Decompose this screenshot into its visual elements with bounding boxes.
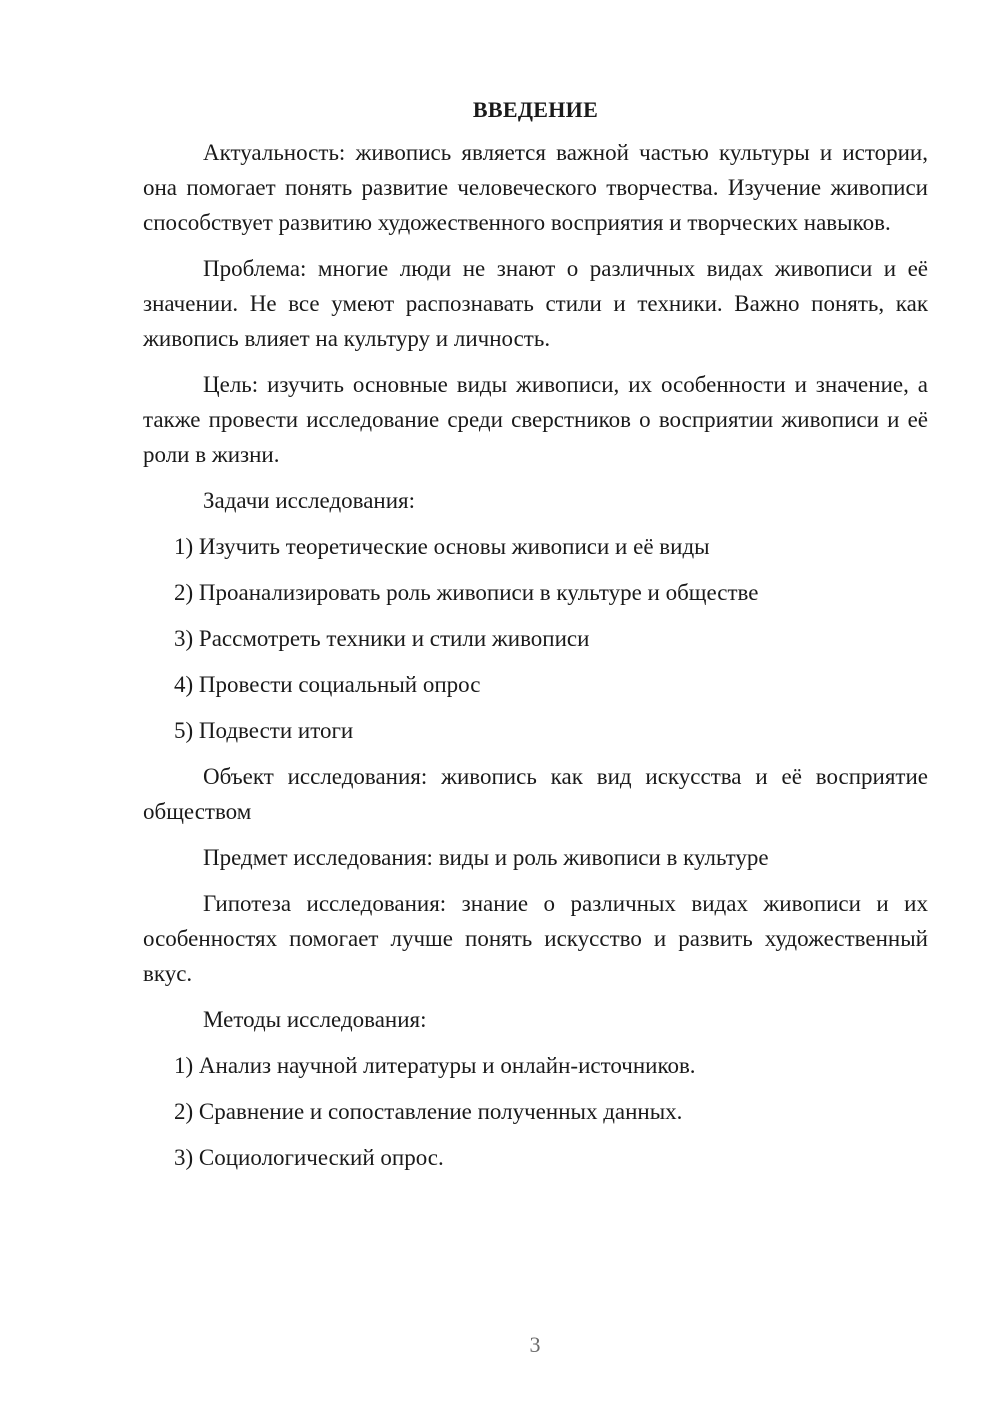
method-item: 3) Социологический опрос. xyxy=(174,1145,444,1170)
task-item: 3) Рассмотреть техники и стили живописи xyxy=(174,626,590,651)
paragraph-problem: Проблема: многие люди не знают о различных видах живописи и её значении. Не все умеют распознавать стили и техники. Важно понять, как живопись влияет на культуру и личность. xyxy=(143,256,928,351)
document-page xyxy=(143,92,928,1186)
method-item: 2) Сравнение и сопоставление полученных данных. xyxy=(174,1099,683,1124)
tasks-list xyxy=(143,529,928,748)
page-number: 3 xyxy=(529,1332,541,1357)
paragraph-hypothesis: Гипотеза исследования: знание о различных видах живописи и их особенностях помогает лучше понять искусство и развить художественный вкус. xyxy=(143,891,928,986)
paragraph-subject: Предмет исследования: виды и роль живописи в культуре xyxy=(203,845,769,870)
paragraph-object: Объект исследования: живопись как вид искусства и её восприятие обществом xyxy=(143,764,928,824)
paragraph-relevance: Актуальность: живопись является важной частью культуры и истории, она помогает понять развитие человеческого творчества. Изучение живописи способствует развитию художественного восприятия и творческих навыков. xyxy=(143,140,928,235)
task-item: 4) Провести социальный опрос xyxy=(174,672,481,697)
tasks-heading: Задачи исследования: xyxy=(203,488,416,513)
paragraph-goal: Цель: изучить основные виды живописи, их особенности и значение, а также провести исследование среди сверстников о восприятии живописи и её роли в жизни. xyxy=(143,372,928,467)
task-item: 2) Проанализировать роль живописи в культуре и обществе xyxy=(174,580,759,605)
methods-heading: Методы исследования: xyxy=(203,1007,427,1032)
methods-list xyxy=(143,1048,928,1175)
section-title: ВВЕДЕНИЕ xyxy=(472,97,599,122)
method-item: 1) Анализ научной литературы и онлайн-источников. xyxy=(174,1053,696,1078)
task-item: 5) Подвести итоги xyxy=(174,718,354,743)
task-item: 1) Изучить теоретические основы живописи и её виды xyxy=(174,534,710,559)
